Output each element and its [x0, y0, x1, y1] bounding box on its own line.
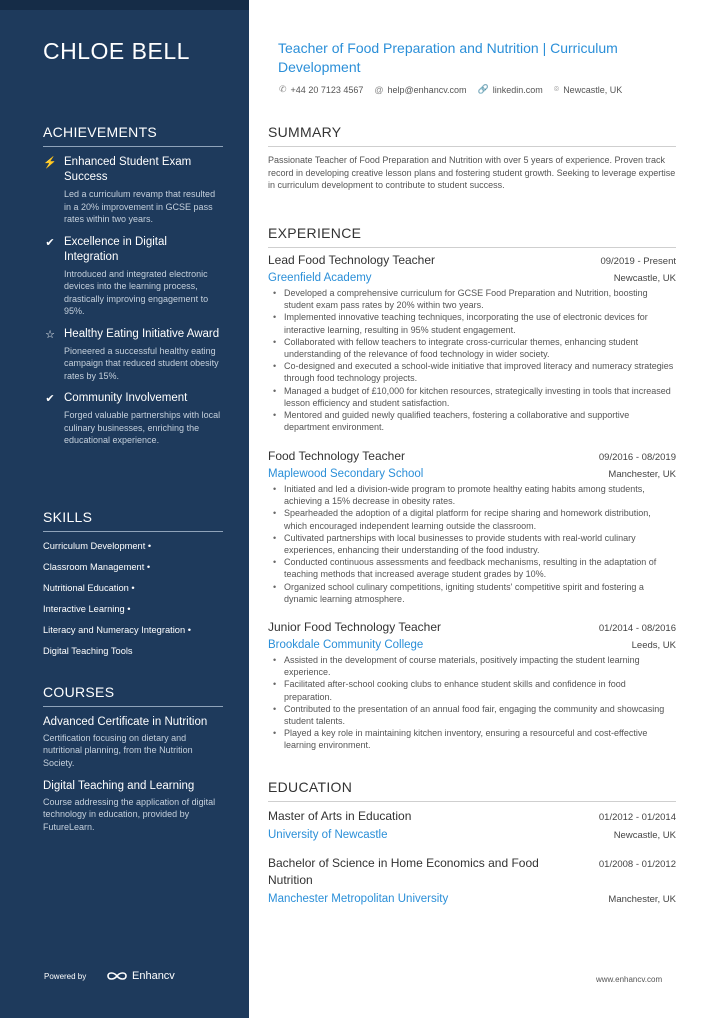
job-bullet: • Spearheaded the adoption of a digital platform for recipe sharing and homework distribution, which encouraged independent learning outside the classroom.: [284, 507, 676, 531]
job-bullet: • Cultivated partnerships with local businesses to provide students with real-world culinary experiences, enhancing their understanding of the food industry.: [284, 532, 676, 556]
skill-item: [43, 557, 223, 578]
education-entry: [268, 808, 676, 841]
skill-separator: •: [185, 625, 191, 635]
job-location: Manchester, UK: [608, 469, 676, 480]
contact-item[interactable]: [478, 84, 543, 95]
phone-icon: ✆: [279, 84, 287, 94]
education-location: Newcastle, UK: [613, 830, 676, 841]
job-bullets: [268, 654, 676, 752]
education-title: EDUCATION: [268, 779, 676, 802]
job-bullet: • Organized school culinary competitions, igniting students' competitive spirit and fostering a dynamic learning atmosphere.: [284, 581, 676, 605]
education-date: 01/2012 - 01/2014: [598, 812, 676, 823]
job-company-row: [268, 468, 676, 480]
job-location: Leeds, UK: [631, 640, 676, 651]
education-school-row: [268, 893, 676, 905]
job-bullet: • Implemented innovative teaching techniques, incorporating the use of electronic devices for interactive learning, resulting in 95% student engagement.: [284, 311, 676, 335]
education-school-row: [268, 829, 676, 841]
skill-separator: •: [144, 562, 151, 572]
job-header: [268, 620, 676, 634]
contact-text: Newcastle, UK: [563, 84, 623, 95]
education-date: 01/2008 - 01/2012: [598, 859, 676, 870]
link-icon: 🔗: [477, 84, 489, 94]
location-icon: ⌾: [553, 84, 560, 94]
achievements-list: [43, 155, 223, 447]
achievement-description: Pioneered a successful healthy eating campaign that reduced student obesity rates by 15%.: [64, 345, 219, 381]
job-entry: [268, 449, 676, 605]
job-date: 09/2016 - 08/2019: [598, 452, 676, 463]
achievements-title: ACHIEVEMENTS: [43, 124, 223, 147]
contact-item[interactable]: [374, 84, 466, 95]
course-item: [43, 715, 223, 769]
job-bullet: • Assisted in the development of course materials, positively impacting the student learning experience.: [284, 654, 676, 678]
achievement-title: Healthy Eating Initiative Award: [64, 327, 220, 340]
job-title: Lead Food Technology Teacher: [268, 253, 436, 267]
courses-title: COURSES: [43, 684, 223, 707]
skill-separator: •: [124, 604, 131, 614]
candidate-name: CHLOE BELL: [43, 38, 190, 64]
company-name[interactable]: Maplewood Secondary School: [268, 468, 424, 480]
school-name[interactable]: Manchester Metropolitan University: [268, 893, 449, 905]
education-header: [268, 808, 676, 825]
job-title: Food Technology Teacher: [268, 449, 405, 463]
enhancv-logo[interactable]: [106, 970, 175, 982]
contact-item[interactable]: [554, 84, 622, 95]
job-bullet: • Contributed to the presentation of an annual food fair, engaging the community and showcasing student talents.: [284, 703, 676, 727]
experience-title: EXPERIENCE: [268, 225, 676, 248]
contact-bar: [279, 84, 622, 95]
job-bullet: • Initiated and led a division-wide program to promote healthy eating habits among students, achieving a 15% decrease in obesity rates.: [284, 483, 676, 507]
skill-label: Classroom Management: [43, 562, 145, 572]
job-bullet: • Facilitated after-school cooking clubs to enhance student skills and confidence in food preparation.: [284, 678, 676, 702]
company-name[interactable]: Brookdale Community College: [268, 639, 424, 651]
job-entry: [268, 620, 676, 752]
sidebar-top-bar: [0, 0, 249, 10]
course-description: Course addressing the application of digital technology in education, provided by FutureLearn.: [43, 796, 216, 832]
skills-section: [43, 509, 223, 662]
job-date: 09/2019 - Present: [600, 256, 676, 267]
contact-text: +44 20 7123 4567: [290, 84, 364, 95]
job-bullet: • Developed a comprehensive curriculum for GCSE Food Preparation and Nutrition, boosting student exam pass rates by 20% within two years.: [284, 287, 676, 311]
summary-title: SUMMARY: [268, 124, 676, 147]
lightning-icon: ⚡: [43, 157, 57, 169]
job-bullet: • Managed a budget of £10,000 for kitchen resources, strategically investing in tools that increased lesson efficiency and student satisfaction.: [284, 385, 676, 409]
school-name[interactable]: University of Newcastle: [268, 829, 388, 841]
job-header: [268, 449, 676, 463]
achievement-title: Enhanced Student Exam Success: [64, 156, 192, 183]
job-date: 01/2014 - 08/2016: [598, 623, 676, 634]
footer-url[interactable]: www.enhancv.com: [596, 975, 663, 984]
education-location: Manchester, UK: [608, 894, 676, 905]
skill-item: [43, 599, 223, 620]
skill-item: [43, 620, 223, 641]
skill-item: [43, 641, 223, 662]
course-title: Advanced Certificate in Nutrition: [43, 716, 208, 728]
job-bullet: • Played a key role in maintaining kitchen inventory, ensuring a resourceful and cost-effective learning environment.: [284, 727, 676, 751]
job-bullet: • Co-designed and executed a school-wide initiative that improved literacy and numeracy strategies through food technology projects.: [284, 360, 676, 384]
skill-label: Nutritional Education: [43, 583, 129, 593]
skills-title: SKILLS: [43, 509, 223, 532]
course-description: Certification focusing on dietary and nutritional planning, from the Nutrition Society.: [43, 732, 193, 768]
skill-label: Literacy and Numeracy Integration: [43, 625, 186, 635]
achievement-item: [43, 155, 223, 226]
education-entry: [268, 855, 676, 905]
skill-label: Interactive Learning: [43, 604, 125, 614]
course-item: [43, 779, 223, 833]
achievement-title: Excellence in Digital Integration: [64, 235, 167, 263]
job-bullets: [268, 287, 676, 433]
powered-by-text: Powered by: [44, 972, 87, 981]
check-icon: ✔: [45, 236, 55, 249]
skills-list: [43, 536, 223, 662]
company-name[interactable]: Greenfield Academy: [268, 272, 372, 284]
job-bullet: • Mentored and guided newly qualified teachers, fostering a collaborative and supportive department environment.: [284, 409, 676, 433]
skill-item: [43, 578, 223, 599]
achievement-title: Community Involvement: [64, 392, 188, 404]
achievement-item: [43, 235, 223, 318]
education-header: [268, 855, 676, 889]
star-icon: ☆: [45, 328, 55, 341]
achievement-description: Forged valuable partnerships with local culinary businesses, enriching the educational experience.: [64, 410, 221, 445]
achievement-item: [43, 327, 223, 383]
job-company-row: [268, 639, 676, 651]
job-bullets: [268, 483, 676, 605]
degree-title: Bachelor of Science in Home Economics and Food Nutrition: [268, 856, 539, 887]
contact-text: linkedin.com: [492, 84, 543, 95]
contact-item[interactable]: [279, 84, 363, 95]
headline: Teacher of Food Preparation and Nutrition | Curriculum Development: [278, 40, 618, 75]
skill-item: [43, 536, 223, 557]
enhancv-logo-icon: [106, 970, 128, 982]
brand-name: Enhancv: [132, 970, 175, 982]
courses-list: [43, 715, 223, 833]
job-company-row: [268, 272, 676, 284]
degree-title: Master of Arts in Education: [268, 809, 412, 823]
job-entry: [268, 253, 676, 433]
sidebar: [0, 0, 249, 1018]
job-bullet: • Conducted continuous assessments and feedback mechanisms, resulting in the adaptation of teaching methods that increased average student grades by 10%.: [284, 556, 676, 580]
job-location: Newcastle, UK: [613, 273, 676, 284]
skill-separator: •: [128, 583, 135, 593]
at-icon: @: [374, 84, 384, 95]
courses-section: [43, 684, 223, 843]
achievements-section: [43, 124, 223, 456]
skill-label: Digital Teaching Tools: [43, 646, 133, 656]
course-title: Digital Teaching and Learning: [43, 780, 195, 792]
achievement-description: Introduced and integrated electronic devices into the learning process, drastically improving engagement to 95%.: [64, 268, 209, 316]
skill-separator: •: [145, 541, 152, 551]
summary-text: Passionate Teacher of Food Preparation and Nutrition with over 5 years of experience. Proven track record in developing creative lesson plans and fostering student growth. Seeking to leverage expertise in curriculum development to contribute to student success.: [268, 155, 676, 190]
contact-text: help@enhancv.com: [387, 84, 467, 95]
job-title: Junior Food Technology Teacher: [268, 620, 442, 634]
skill-label: Curriculum Development: [43, 541, 146, 551]
job-bullet: • Collaborated with fellow teachers to integrate cross-curricular themes, enhancing student understanding of the relevance of food technology in wider society.: [284, 336, 676, 360]
achievement-item: [43, 391, 223, 447]
achievement-description: Led a curriculum revamp that resulted in a 20% improvement in GCSE pass rates within two years.: [64, 189, 216, 224]
job-header: [268, 253, 676, 267]
check-icon: ✔: [45, 393, 55, 405]
